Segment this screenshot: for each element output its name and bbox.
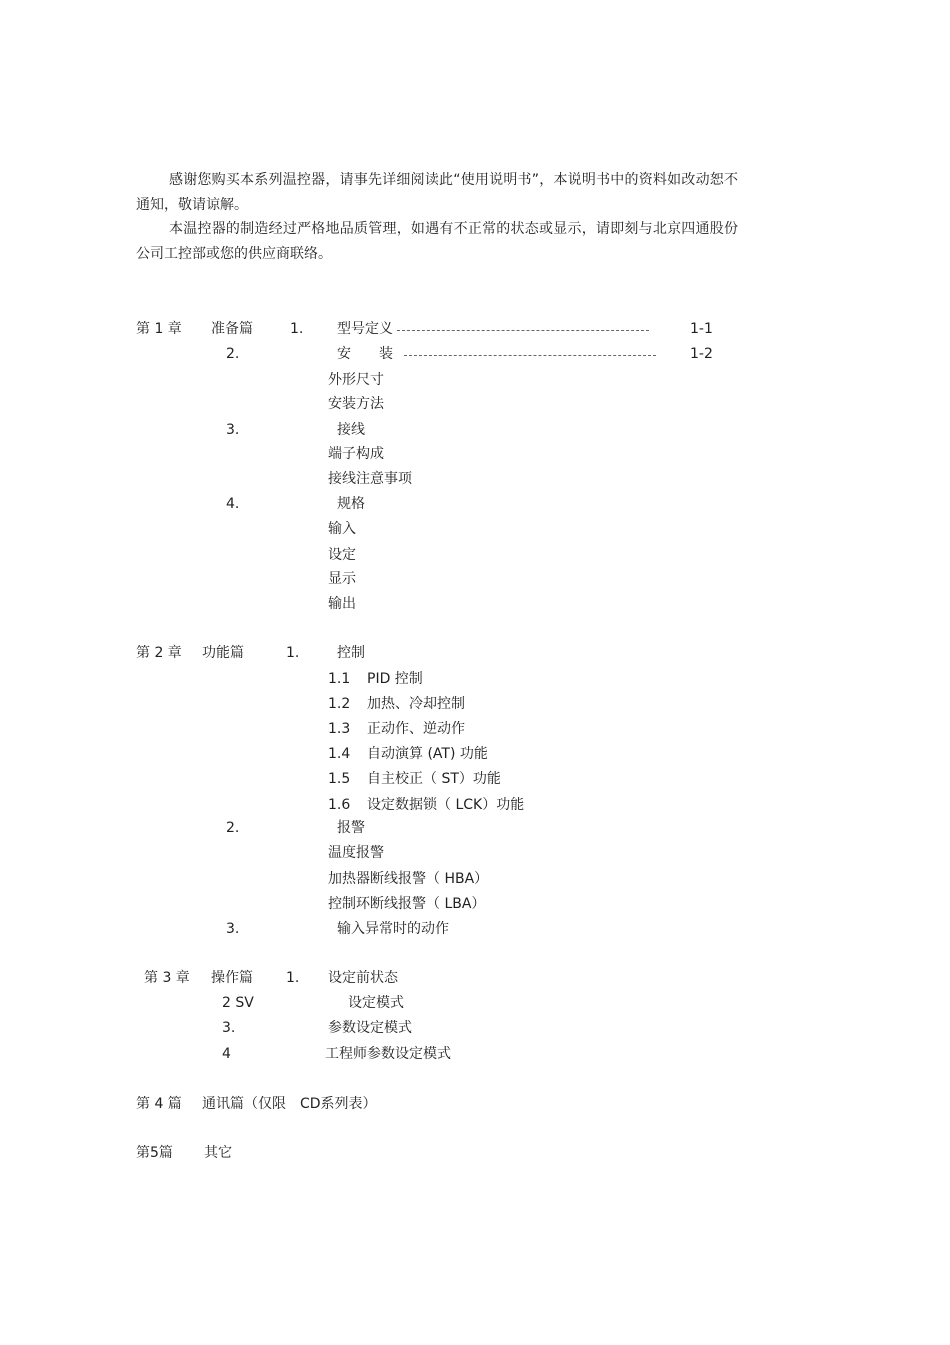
- ch2-s1-item-3-number: 1.3: [328, 721, 351, 737]
- ch1-s3-number: 3.: [226, 422, 240, 438]
- chapter-3-label: 第 3 章: [144, 970, 190, 986]
- ch1-s3-title: 接线: [337, 422, 365, 438]
- ch1-s4-item-3: 显示: [328, 571, 356, 587]
- ch3-s3-title: 参数设定模式: [328, 1020, 412, 1036]
- ch2-s1-item-1-text: PID 控制: [367, 671, 423, 687]
- ch1-s4-item-4: 输出: [328, 596, 356, 612]
- chapter-4-part: 通讯篇（仅限 CD系列表）: [202, 1096, 377, 1112]
- ch2-s1-item-2-number: 1.2: [328, 696, 351, 712]
- ch1-s2-leader: [404, 355, 656, 356]
- chapter-2-label: 第 2 章: [136, 645, 182, 661]
- ch2-s3-title: 输入异常时的动作: [337, 921, 449, 937]
- chapter-4-label: 第 4 篇: [136, 1096, 182, 1112]
- ch2-s1-item-1-number: 1.1: [328, 671, 351, 687]
- ch2-s2-number: 2.: [226, 820, 240, 836]
- ch2-s1-item-2-text: 加热、冷却控制: [367, 696, 465, 712]
- ch2-s1-item-5-text: 自主校正（ ST）功能: [367, 771, 501, 787]
- chapter-3-part: 操作篇: [211, 970, 253, 986]
- ch1-s3-item-1: 端子构成: [328, 446, 384, 462]
- ch2-s1-title: 控制: [337, 645, 365, 661]
- chapter-1-label: 第 1 章: [136, 321, 182, 337]
- ch1-s4-number: 4.: [226, 496, 240, 512]
- ch2-s3-number: 3.: [226, 921, 240, 937]
- ch1-s1-page: 1-1: [690, 321, 713, 337]
- intro-paragraph-1: 感谢您购买本系列温控器，请事先详细阅读此“使用说明书”，本说明书中的资料如改动恕不通知，敬请谅解。: [136, 172, 738, 213]
- ch1-s4-item-1: 输入: [328, 521, 356, 537]
- chapter-2-part: 功能篇: [202, 645, 244, 661]
- ch1-s2-item-2: 安装方法: [328, 396, 384, 412]
- ch2-s1-item-6-text: 设定数据锁（ LCK）功能: [367, 797, 525, 813]
- ch3-s1-title: 设定前状态: [328, 970, 398, 986]
- ch2-s2-item-3: 控制环断线报警（ LBA）: [328, 896, 486, 912]
- chapter-1-part: 准备篇: [211, 321, 253, 337]
- ch3-s4-number: 4: [222, 1046, 231, 1062]
- ch2-s1-item-4-number: 1.4: [328, 746, 351, 762]
- ch3-s2-title: 设定模式: [348, 995, 404, 1011]
- ch1-s1-leader: [397, 330, 649, 331]
- ch3-s1-number: 1.: [286, 970, 300, 986]
- ch2-s2-title: 报警: [337, 820, 365, 836]
- ch1-s2-page: 1-2: [690, 346, 713, 362]
- ch2-s1-number: 1.: [286, 645, 300, 661]
- intro-paragraph-2: 本温控器的制造经过严格地品质管理，如遇有不正常的状态或显示，请即刻与北京四通股份公司工控部或您的供应商联络。: [136, 221, 738, 262]
- ch2-s1-item-5-number: 1.5: [328, 771, 351, 787]
- chapter-5-label: 第5篇: [136, 1145, 173, 1161]
- ch3-s4-title: 工程师参数设定模式: [325, 1046, 451, 1062]
- ch1-s3-item-2: 接线注意事项: [328, 471, 412, 487]
- ch1-s2-number: 2.: [226, 346, 240, 362]
- chapter-5-part: 其它: [204, 1145, 232, 1161]
- ch1-s1-number: 1.: [290, 321, 304, 337]
- ch1-s4-item-2: 设定: [328, 547, 356, 563]
- ch2-s1-item-4-text: 自动演算 (AT) 功能: [367, 746, 488, 762]
- ch2-s1-item-6-number: 1.6: [328, 797, 351, 813]
- ch1-s2-item-1: 外形尺寸: [328, 372, 384, 388]
- ch2-s2-item-1: 温度报警: [328, 845, 384, 861]
- ch3-s2-number: 2 SV: [222, 995, 254, 1011]
- ch2-s2-item-2: 加热器断线报警（ HBA）: [328, 871, 489, 887]
- ch2-s1-item-3-text: 正动作、逆动作: [367, 721, 465, 737]
- ch1-s2-title: 安 装: [337, 346, 393, 362]
- ch3-s3-number: 3.: [222, 1020, 236, 1036]
- ch1-s4-title: 规格: [337, 496, 365, 512]
- ch1-s1-title: 型号定义: [337, 321, 393, 337]
